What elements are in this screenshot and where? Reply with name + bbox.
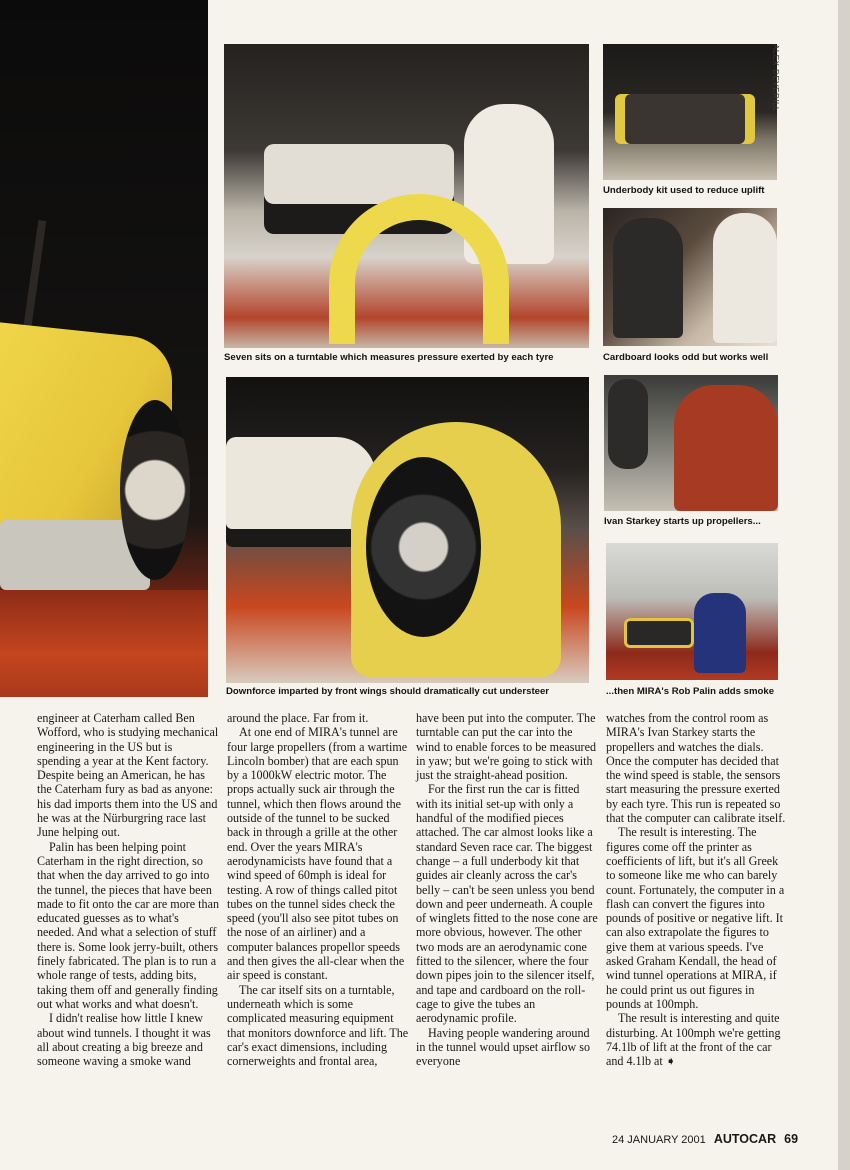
caption-turntable: Seven sits on a turntable which measures pressure exerted by each tyre — [224, 352, 554, 363]
photo-downforce — [226, 377, 589, 683]
caption-cardboard: Cardboard looks odd but works well — [603, 352, 769, 363]
caption-ivan: Ivan Starkey starts up propellers... — [604, 516, 761, 527]
paragraph: Palin has been helping point Caterham in the right direction, so that when the day arrived to go into the tunnel, the pieces that have been made to fit onto the car are more than educated guesses as to what's needed. And what a selection of stuff there is. Some look jerry-built, others finely fabricated. The plan is to run a whole range of tests, adding bits, taking them off and generally finding out what works and what doesn't. — [37, 839, 220, 1011]
photo-car-side-left — [0, 0, 208, 697]
paragraph: have been put into the computer. The turntable can put the car into the wind to enable forces to be measured in yaw; but we're going to stick with just the straight-ahead position. — [416, 711, 596, 783]
page-edge — [838, 0, 850, 1170]
photo-cardboard — [603, 208, 777, 346]
paragraph: around the place. Far from it. — [227, 711, 369, 725]
caption-rob: ...then MIRA's Rob Palin adds smoke — [606, 686, 775, 697]
paragraph: The result is interesting and quite disturbing. At 100mph we're getting 74.1lb of lift at the front of the car and 4.1lb at ➧ — [606, 1011, 781, 1069]
paragraph: For the first run the car is fitted with its initial set-up with only a handful of the modified pieces attached. The car almost looks like a standard Seven race car. The biggest change – a full underbody kit that guides air cleanly across the car's belly – can't be seen unless you bend down and peer underneath. A couple of winglets fitted to the nose cone are more obvious, however. The other two mods are an aerodynamic cone fitted to the silencer, where the four down pipes join to the silencer itself, and tape and cardboard on the roll-cage to give the tubes an aerodynamic profile. — [416, 782, 598, 1026]
photo-turntable — [224, 44, 589, 348]
paragraph: engineer at Caterham called Ben Wofford, who is studying mechanical engineering in the US but is spending a year at the Kent factory. Despite being an American, he has the Caterham fury as bad as anyone: his dad imports them into the US and he was at the Nürburgring race last June helping out. — [37, 711, 219, 840]
caption-downforce: Downforce imparted by front wings should dramatically cut understeer — [226, 686, 550, 697]
article-column-3 — [416, 711, 598, 1068]
magazine-name: AUTOCAR — [713, 1132, 777, 1146]
photo-credit: ALEX DEVERILL — [771, 44, 780, 112]
paragraph: I didn't realise how little I knew about wind tunnels. I thought it was all about creating a big breeze and someone waving a smoke wand — [37, 1011, 211, 1069]
photo-ivan-starkey — [604, 375, 778, 511]
paragraph: At one end of MIRA's tunnel are four large propellers (from a wartime Lincoln bomber) that are each spun by a 1000kW electric motor. The props actually suck air through the tunnel, which then flows around the outside of the tunnel to be sucked back in through a grille at the other end. Over the years MIRA's aerodynamicists have found that a wind speed of 60mph is ideal for testing. A row of things called pitot tubes on the tunnel sides check the speed (you'll also see pitot tubes on the nose of an airliner) and a computer balances propellor speeds and then gives the all-clear when the air speed is constant. — [227, 725, 408, 983]
caption-underbody: Underbody kit used to reduce uplift — [603, 185, 765, 196]
article-column-4 — [606, 711, 788, 1068]
photo-rob-palin — [606, 543, 778, 680]
page-number: 69 — [784, 1132, 799, 1146]
page-footer — [612, 1132, 798, 1146]
paragraph: The result is interesting. The figures come off the printer as coefficients of lift, but it's all Greek to someone like me who can barely count. Fortunately, the computer in a flash can convert the figures into pounds of positive or negative lift. It can also extrapolate the figures to give them at various speeds. I've asked Graham Kendall, the head of wind tunnel operations at MIRA, if he could print us out figures in pounds at 100mph. — [606, 825, 785, 1011]
paragraph: watches from the control room as MIRA's Ivan Starkey starts the propellers and watches the dials. Once the computer has decided that the wind speed is stable, the sensors start measuring the pressure exerted by each tyre. This run is repeated so that the computer can calibrate itself. — [606, 711, 786, 826]
article-column-2 — [227, 711, 409, 1068]
photo-underbody — [603, 44, 777, 180]
article-column-1 — [37, 711, 219, 1068]
paragraph: Having people wandering around in the tunnel would upset airflow so everyone — [416, 1025, 590, 1069]
paragraph: The car itself sits on a turntable, underneath which is some complicated measuring equipment that monitors downforce and lift. The car's exact dimensions, including cornerweights and frontal area, — [227, 982, 409, 1069]
issue-date: 24 JANUARY 2001 — [612, 1134, 706, 1146]
